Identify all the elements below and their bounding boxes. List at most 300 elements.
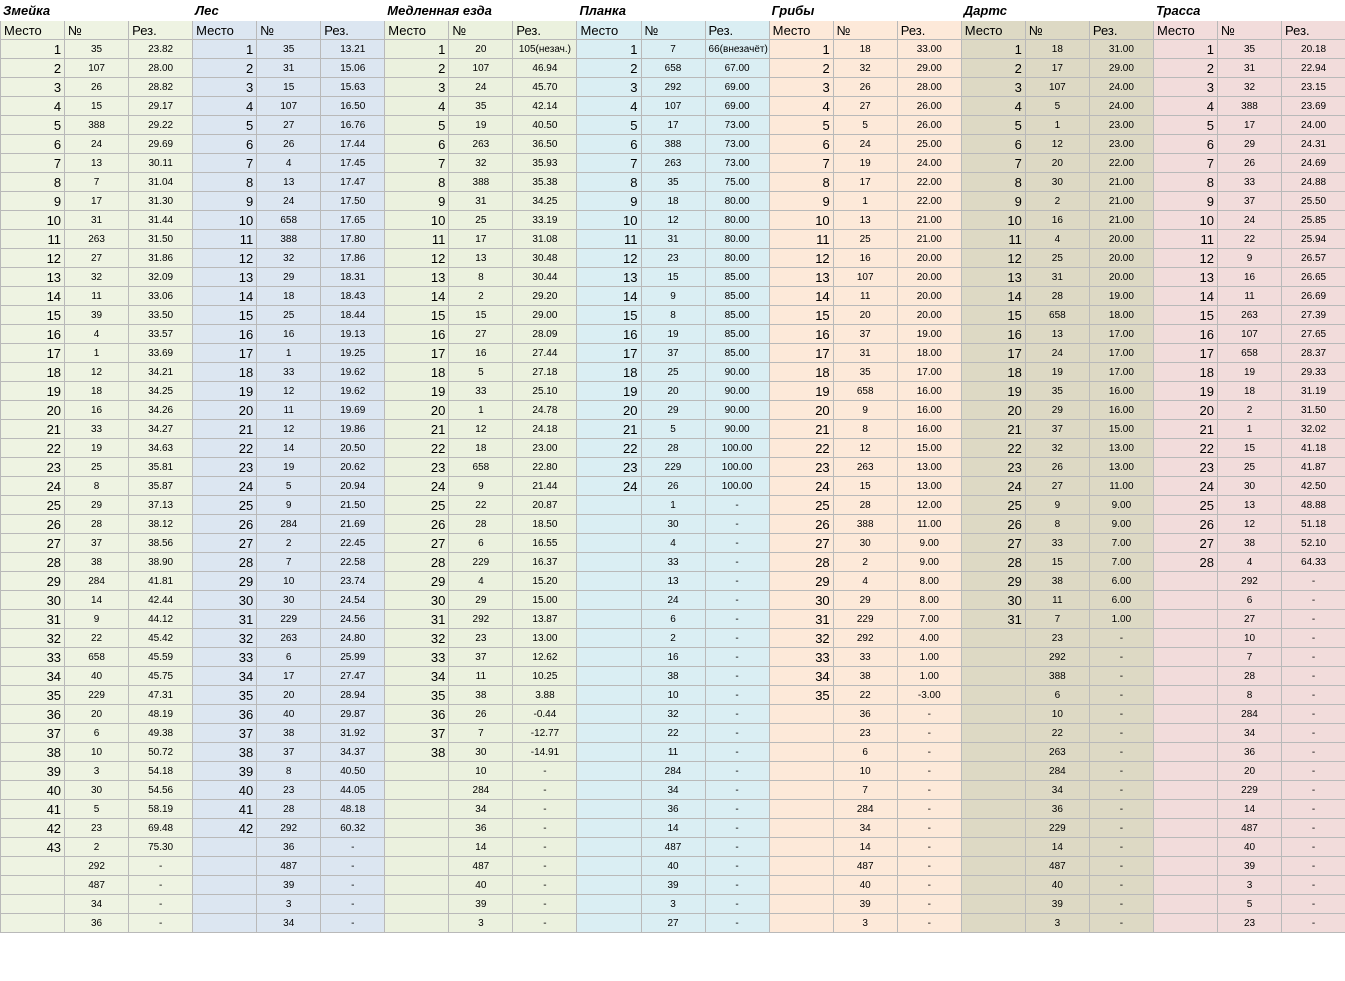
cell-result[interactable]: 11.00 [897,515,961,534]
cell-result[interactable]: 24.54 [321,591,385,610]
column-header-place[interactable]: Место [961,21,1025,40]
cell-number[interactable]: 39 [1217,857,1281,876]
cell-number[interactable]: 29 [65,496,129,515]
cell-number[interactable]: 25 [833,230,897,249]
cell-result[interactable]: 20.87 [513,496,577,515]
cell-result[interactable]: 15.06 [321,59,385,78]
cell-place[interactable]: 11 [1,230,65,249]
cell-number[interactable]: 9 [1025,496,1089,515]
cell-number[interactable]: 3 [1025,914,1089,933]
cell-result[interactable]: - [1282,800,1345,819]
cell-number[interactable]: 14 [833,838,897,857]
cell-place[interactable]: 23 [1153,458,1217,477]
cell-number[interactable]: 22 [1217,230,1281,249]
cell-result[interactable]: - [1282,667,1345,686]
cell-place[interactable]: 4 [1,97,65,116]
cell-result[interactable]: 54.56 [129,781,193,800]
cell-number[interactable]: 17 [833,173,897,192]
cell-place[interactable] [961,629,1025,648]
cell-place[interactable]: 29 [193,572,257,591]
cell-number[interactable]: 40 [833,876,897,895]
cell-number[interactable]: 17 [65,192,129,211]
cell-place[interactable]: 16 [769,325,833,344]
cell-place[interactable]: 23 [1,458,65,477]
cell-result[interactable]: 40.50 [321,762,385,781]
cell-number[interactable]: 13 [449,249,513,268]
cell-number[interactable]: 29 [257,268,321,287]
cell-place[interactable] [961,838,1025,857]
cell-number[interactable]: 32 [449,154,513,173]
cell-place[interactable] [1153,800,1217,819]
cell-place[interactable]: 2 [577,59,641,78]
cell-number[interactable]: 15 [641,268,705,287]
cell-number[interactable]: 6 [257,648,321,667]
cell-place[interactable]: 25 [1,496,65,515]
cell-number[interactable]: 24 [257,192,321,211]
cell-place[interactable] [577,819,641,838]
cell-result[interactable]: - [513,895,577,914]
cell-place[interactable]: 7 [1153,154,1217,173]
cell-place[interactable]: 8 [385,173,449,192]
cell-place[interactable] [1,914,65,933]
cell-number[interactable]: 33 [65,420,129,439]
cell-number[interactable]: 229 [641,458,705,477]
cell-result[interactable]: - [513,781,577,800]
cell-result[interactable]: 17.47 [321,173,385,192]
cell-number[interactable]: 40 [65,667,129,686]
cell-number[interactable]: 107 [1025,78,1089,97]
cell-result[interactable]: - [129,876,193,895]
cell-place[interactable] [769,781,833,800]
cell-result[interactable]: 25.85 [1282,211,1345,230]
cell-number[interactable]: 28 [449,515,513,534]
cell-number[interactable]: 263 [833,458,897,477]
cell-result[interactable]: 21.69 [321,515,385,534]
cell-result[interactable]: 27.39 [1282,306,1345,325]
cell-result[interactable]: - [1089,629,1153,648]
cell-result[interactable]: 20.62 [321,458,385,477]
cell-number[interactable]: 34 [1025,781,1089,800]
cell-number[interactable]: 31 [1025,268,1089,287]
cell-result[interactable]: 35.87 [129,477,193,496]
cell-result[interactable]: - [897,914,961,933]
cell-place[interactable] [577,553,641,572]
cell-number[interactable]: 658 [1217,344,1281,363]
cell-number[interactable]: 19 [257,458,321,477]
cell-place[interactable]: 19 [193,382,257,401]
cell-place[interactable]: 39 [1,762,65,781]
cell-number[interactable]: 11 [1025,591,1089,610]
cell-place[interactable]: 5 [1153,116,1217,135]
cell-place[interactable] [577,743,641,762]
cell-place[interactable]: 14 [769,287,833,306]
cell-number[interactable]: 11 [257,401,321,420]
cell-place[interactable]: 2 [385,59,449,78]
cell-number[interactable]: 34 [257,914,321,933]
cell-result[interactable]: - [321,876,385,895]
cell-place[interactable]: 17 [577,344,641,363]
cell-number[interactable]: 5 [641,420,705,439]
cell-number[interactable]: 19 [1217,363,1281,382]
cell-result[interactable]: 54.18 [129,762,193,781]
cell-number[interactable]: 39 [449,895,513,914]
cell-place[interactable] [961,876,1025,895]
cell-place[interactable]: 11 [385,230,449,249]
cell-result[interactable]: - [1282,895,1345,914]
cell-place[interactable]: 4 [577,97,641,116]
cell-number[interactable]: 487 [65,876,129,895]
cell-result[interactable]: 18.00 [897,344,961,363]
cell-result[interactable]: 73.00 [705,116,769,135]
cell-number[interactable]: 13 [833,211,897,230]
cell-place[interactable]: 19 [769,382,833,401]
cell-result[interactable]: 23.15 [1282,78,1345,97]
cell-result[interactable]: 31.50 [129,230,193,249]
cell-number[interactable]: 263 [65,230,129,249]
cell-number[interactable]: 17 [1025,59,1089,78]
cell-place[interactable] [769,724,833,743]
cell-number[interactable]: 16 [257,325,321,344]
cell-result[interactable]: 28.94 [321,686,385,705]
cell-result[interactable]: 29.17 [129,97,193,116]
cell-number[interactable]: 5 [833,116,897,135]
cell-result[interactable]: - [705,496,769,515]
cell-place[interactable]: 12 [385,249,449,268]
cell-place[interactable] [1,857,65,876]
cell-number[interactable]: 37 [257,743,321,762]
cell-place[interactable]: 21 [577,420,641,439]
cell-place[interactable] [577,572,641,591]
cell-place[interactable] [577,895,641,914]
cell-number[interactable]: 8 [1217,686,1281,705]
cell-result[interactable]: 52.10 [1282,534,1345,553]
cell-number[interactable]: 11 [1217,287,1281,306]
cell-place[interactable]: 23 [577,458,641,477]
cell-result[interactable]: 12.62 [513,648,577,667]
cell-number[interactable]: 33 [1217,173,1281,192]
cell-place[interactable]: 30 [193,591,257,610]
cell-number[interactable]: 30 [65,781,129,800]
cell-result[interactable]: 25.50 [1282,192,1345,211]
cell-result[interactable]: - [897,781,961,800]
cell-number[interactable]: 284 [449,781,513,800]
cell-place[interactable] [1153,610,1217,629]
cell-place[interactable]: 29 [1,572,65,591]
cell-place[interactable] [385,838,449,857]
cell-place[interactable]: 40 [1,781,65,800]
cell-place[interactable] [577,914,641,933]
cell-result[interactable]: 20.00 [1089,268,1153,287]
cell-result[interactable]: 24.69 [1282,154,1345,173]
cell-number[interactable]: 12 [641,211,705,230]
cell-place[interactable]: 16 [1153,325,1217,344]
cell-result[interactable]: 66(внезачёт) [705,40,769,59]
cell-number[interactable]: 9 [833,401,897,420]
cell-place[interactable]: 7 [193,154,257,173]
cell-place[interactable] [961,914,1025,933]
cell-place[interactable]: 36 [1,705,65,724]
cell-number[interactable]: 12 [257,382,321,401]
cell-result[interactable]: 44.05 [321,781,385,800]
cell-result[interactable]: 28.00 [897,78,961,97]
cell-result[interactable]: 15.00 [897,439,961,458]
column-header-number[interactable]: № [449,21,513,40]
cell-place[interactable]: 24 [769,477,833,496]
cell-place[interactable]: 8 [769,173,833,192]
cell-place[interactable]: 16 [1,325,65,344]
cell-result[interactable]: - [705,895,769,914]
cell-result[interactable]: 20.18 [1282,40,1345,59]
cell-result[interactable]: 24.56 [321,610,385,629]
cell-number[interactable]: 23 [833,724,897,743]
cell-place[interactable]: 13 [385,268,449,287]
cell-place[interactable]: 23 [385,458,449,477]
cell-place[interactable] [1153,667,1217,686]
cell-result[interactable]: 20.00 [1089,230,1153,249]
cell-result[interactable]: 38.56 [129,534,193,553]
cell-result[interactable]: - [321,895,385,914]
cell-result[interactable]: - [1089,781,1153,800]
cell-result[interactable]: - [897,819,961,838]
cell-number[interactable]: 26 [65,78,129,97]
cell-number[interactable]: 11 [833,287,897,306]
cell-number[interactable]: 32 [1217,78,1281,97]
cell-number[interactable]: 28 [1217,667,1281,686]
cell-result[interactable]: 16.00 [1089,382,1153,401]
cell-result[interactable]: 15.00 [513,591,577,610]
cell-number[interactable]: 10 [257,572,321,591]
cell-number[interactable]: 28 [257,800,321,819]
cell-place[interactable]: 5 [193,116,257,135]
cell-number[interactable]: 658 [257,211,321,230]
cell-number[interactable]: 18 [833,40,897,59]
cell-result[interactable]: 27.44 [513,344,577,363]
cell-number[interactable]: 31 [641,230,705,249]
cell-place[interactable] [1153,705,1217,724]
cell-result[interactable]: 7.00 [897,610,961,629]
cell-number[interactable]: 12 [257,420,321,439]
cell-place[interactable] [193,876,257,895]
cell-place[interactable]: 39 [193,762,257,781]
cell-result[interactable]: 22.00 [897,173,961,192]
cell-result[interactable]: 16.37 [513,553,577,572]
cell-number[interactable]: 1 [257,344,321,363]
cell-place[interactable] [385,914,449,933]
cell-number[interactable]: 23 [65,819,129,838]
cell-place[interactable]: 12 [1153,249,1217,268]
cell-place[interactable]: 1 [769,40,833,59]
cell-place[interactable]: 2 [193,59,257,78]
cell-result[interactable]: - [1282,686,1345,705]
cell-result[interactable]: 18.31 [321,268,385,287]
cell-place[interactable]: 29 [961,572,1025,591]
cell-place[interactable]: 23 [193,458,257,477]
cell-place[interactable]: 27 [961,534,1025,553]
cell-place[interactable]: 26 [193,515,257,534]
cell-place[interactable]: 14 [1,287,65,306]
cell-place[interactable] [961,743,1025,762]
cell-place[interactable]: 11 [1153,230,1217,249]
cell-result[interactable]: 17.00 [1089,325,1153,344]
cell-result[interactable]: - [1282,572,1345,591]
cell-place[interactable]: 8 [961,173,1025,192]
cell-place[interactable]: 33 [769,648,833,667]
cell-result[interactable]: 45.42 [129,629,193,648]
cell-place[interactable]: 2 [961,59,1025,78]
cell-result[interactable]: - [1089,724,1153,743]
cell-result[interactable]: - [513,762,577,781]
cell-place[interactable] [1153,819,1217,838]
cell-result[interactable]: - [705,705,769,724]
cell-result[interactable]: 11.00 [1089,477,1153,496]
cell-place[interactable] [1153,838,1217,857]
cell-number[interactable]: 229 [257,610,321,629]
cell-result[interactable]: 6.00 [1089,572,1153,591]
cell-result[interactable]: - [705,857,769,876]
cell-place[interactable]: 1 [193,40,257,59]
cell-result[interactable]: 80.00 [705,230,769,249]
cell-result[interactable]: 50.72 [129,743,193,762]
cell-result[interactable]: 28.09 [513,325,577,344]
column-header-place[interactable]: Место [1153,21,1217,40]
cell-place[interactable]: 24 [1,477,65,496]
cell-number[interactable]: 13 [641,572,705,591]
cell-result[interactable]: - [705,515,769,534]
cell-number[interactable]: 29 [833,591,897,610]
cell-number[interactable]: 10 [65,743,129,762]
cell-place[interactable]: 10 [961,211,1025,230]
cell-number[interactable]: 23 [1217,914,1281,933]
cell-result[interactable]: 69.00 [705,78,769,97]
cell-result[interactable]: - [1282,914,1345,933]
cell-number[interactable]: 388 [1025,667,1089,686]
cell-number[interactable]: 20 [641,382,705,401]
column-header-number[interactable]: № [65,21,129,40]
cell-number[interactable]: 30 [449,743,513,762]
cell-number[interactable]: 1 [1217,420,1281,439]
cell-number[interactable]: 20 [257,686,321,705]
column-header-number[interactable]: № [257,21,321,40]
cell-place[interactable]: 25 [1153,496,1217,515]
cell-result[interactable]: 48.18 [321,800,385,819]
cell-result[interactable]: 24.31 [1282,135,1345,154]
cell-result[interactable]: - [513,857,577,876]
cell-result[interactable]: 27.47 [321,667,385,686]
cell-number[interactable]: 20 [449,40,513,59]
cell-result[interactable]: 36.50 [513,135,577,154]
cell-number[interactable]: 30 [1217,477,1281,496]
cell-number[interactable]: 20 [833,306,897,325]
cell-number[interactable]: 487 [257,857,321,876]
cell-result[interactable]: 22.00 [897,192,961,211]
cell-place[interactable] [1153,686,1217,705]
cell-number[interactable]: 19 [65,439,129,458]
cell-result[interactable]: 21.44 [513,477,577,496]
cell-result[interactable]: 33.06 [129,287,193,306]
cell-result[interactable]: - [897,876,961,895]
cell-number[interactable]: 37 [449,648,513,667]
cell-number[interactable]: 12 [833,439,897,458]
cell-number[interactable]: 229 [449,553,513,572]
cell-number[interactable]: 37 [641,344,705,363]
cell-place[interactable]: 12 [961,249,1025,268]
cell-place[interactable]: 7 [769,154,833,173]
cell-place[interactable]: 5 [385,116,449,135]
cell-result[interactable]: 90.00 [705,382,769,401]
cell-number[interactable]: 11 [449,667,513,686]
cell-place[interactable]: 21 [1,420,65,439]
cell-number[interactable]: 5 [257,477,321,496]
cell-result[interactable]: - [1089,762,1153,781]
cell-result[interactable]: 32.09 [129,268,193,287]
cell-place[interactable] [577,610,641,629]
cell-result[interactable]: 18.43 [321,287,385,306]
cell-number[interactable]: 6 [1217,591,1281,610]
cell-number[interactable]: 28 [833,496,897,515]
cell-number[interactable]: 2 [449,287,513,306]
cell-result[interactable]: 20.00 [897,287,961,306]
cell-place[interactable]: 16 [961,325,1025,344]
cell-number[interactable]: 9 [641,287,705,306]
cell-result[interactable]: 45.70 [513,78,577,97]
cell-place[interactable]: 4 [193,97,257,116]
cell-number[interactable]: 15 [1217,439,1281,458]
cell-number[interactable]: 24 [641,591,705,610]
cell-result[interactable]: 1.00 [897,667,961,686]
cell-result[interactable]: 25.94 [1282,230,1345,249]
cell-place[interactable]: 20 [1,401,65,420]
cell-number[interactable]: 5 [449,363,513,382]
cell-place[interactable]: 1 [577,40,641,59]
cell-place[interactable]: 33 [193,648,257,667]
column-header-result[interactable]: Рез. [1089,21,1153,40]
cell-place[interactable]: 11 [961,230,1025,249]
cell-place[interactable]: 31 [1,610,65,629]
cell-number[interactable]: 14 [1217,800,1281,819]
cell-number[interactable]: 3 [641,895,705,914]
cell-number[interactable]: 22 [641,724,705,743]
cell-place[interactable]: 32 [1,629,65,648]
cell-place[interactable]: 19 [385,382,449,401]
cell-number[interactable]: 7 [641,40,705,59]
cell-number[interactable]: 38 [1217,534,1281,553]
cell-number[interactable]: 36 [449,819,513,838]
cell-number[interactable]: 9 [449,477,513,496]
cell-result[interactable]: - [705,572,769,591]
cell-number[interactable]: 5 [1217,895,1281,914]
cell-number[interactable]: 13 [257,173,321,192]
cell-place[interactable]: 3 [769,78,833,97]
cell-number[interactable]: 7 [65,173,129,192]
cell-result[interactable]: - [897,895,961,914]
cell-number[interactable]: 6 [833,743,897,762]
cell-result[interactable]: - [513,914,577,933]
cell-number[interactable]: 658 [449,458,513,477]
cell-number[interactable]: 487 [641,838,705,857]
cell-place[interactable]: 9 [577,192,641,211]
cell-result[interactable]: 25.10 [513,382,577,401]
cell-result[interactable]: - [705,610,769,629]
cell-number[interactable]: 35 [833,363,897,382]
cell-number[interactable]: 10 [1025,705,1089,724]
cell-number[interactable]: 25 [1217,458,1281,477]
cell-number[interactable]: 33 [641,553,705,572]
cell-result[interactable]: 85.00 [705,268,769,287]
cell-place[interactable]: 8 [1,173,65,192]
cell-number[interactable]: 4 [1025,230,1089,249]
cell-number[interactable]: 16 [449,344,513,363]
cell-number[interactable]: 14 [449,838,513,857]
